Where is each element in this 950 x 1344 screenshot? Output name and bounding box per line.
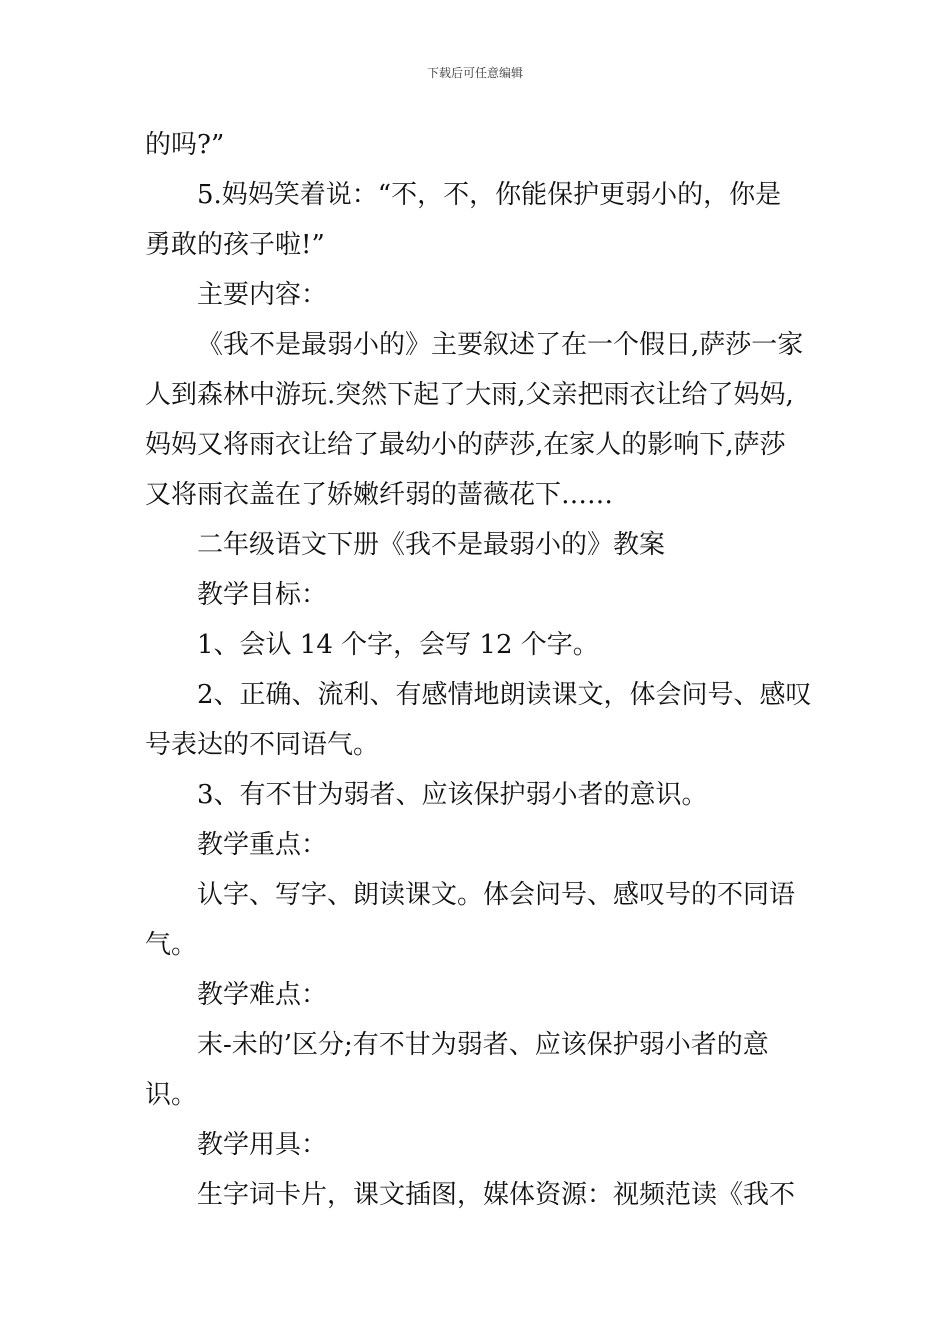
text-line: 的吗?” — [145, 130, 225, 160]
text-line: 《我不是最弱小的》主要叙述了在一个假日,萨莎一家 — [197, 330, 804, 360]
text-line: 认字、写字、朗读课文。体会问号、感叹号的不同语 — [197, 880, 796, 910]
section-heading-objectives: 教学目标： — [197, 580, 328, 610]
section-heading-key-points: 教学重点： — [197, 830, 328, 860]
section-heading-main-content: 主要内容： — [197, 280, 328, 310]
section-heading-difficulties: 教学难点： — [197, 980, 328, 1010]
text-line: 识。 — [145, 1080, 198, 1110]
section-heading-materials: 教学用具： — [197, 1130, 328, 1160]
page-header-note: 下载后可任意编辑 — [426, 66, 523, 80]
objective-item: 3、有不甘为弱者、应该保护弱小者的意识。 — [197, 780, 708, 810]
lesson-plan-title: 二年级语文下册《我不是最弱小的》教案 — [197, 530, 666, 560]
document-body — [145, 120, 810, 1220]
objective-item: 1、会认 14 个字，会写 12 个字。 — [197, 630, 599, 660]
text-line: 气。 — [145, 930, 198, 960]
text-line: 生字词卡片，课文插图，媒体资源：视频范读《我不 — [197, 1180, 796, 1210]
text-line: 号表达的不同语气。 — [145, 730, 380, 760]
text-line: 勇敢的孩子啦!” — [145, 230, 325, 260]
objective-item: 2、正确、流利、有感情地朗读课文，体会问号、感叹 — [197, 680, 812, 710]
text-line: 人到森林中游玩.突然下起了大雨,父亲把雨衣让给了妈妈, — [145, 380, 794, 410]
text-line: 5.妈妈笑着说：“不，不，你能保护更弱小的，你是 — [197, 180, 782, 210]
text-line: 又将雨衣盖在了娇嫩纤弱的蔷薇花下…… — [145, 480, 614, 510]
text-line: 末-未的’区分;有不甘为弱者、应该保护弱小者的意 — [197, 1030, 769, 1060]
text-line: 妈妈又将雨衣让给了最幼小的萨莎,在家人的影响下,萨莎 — [145, 430, 786, 460]
